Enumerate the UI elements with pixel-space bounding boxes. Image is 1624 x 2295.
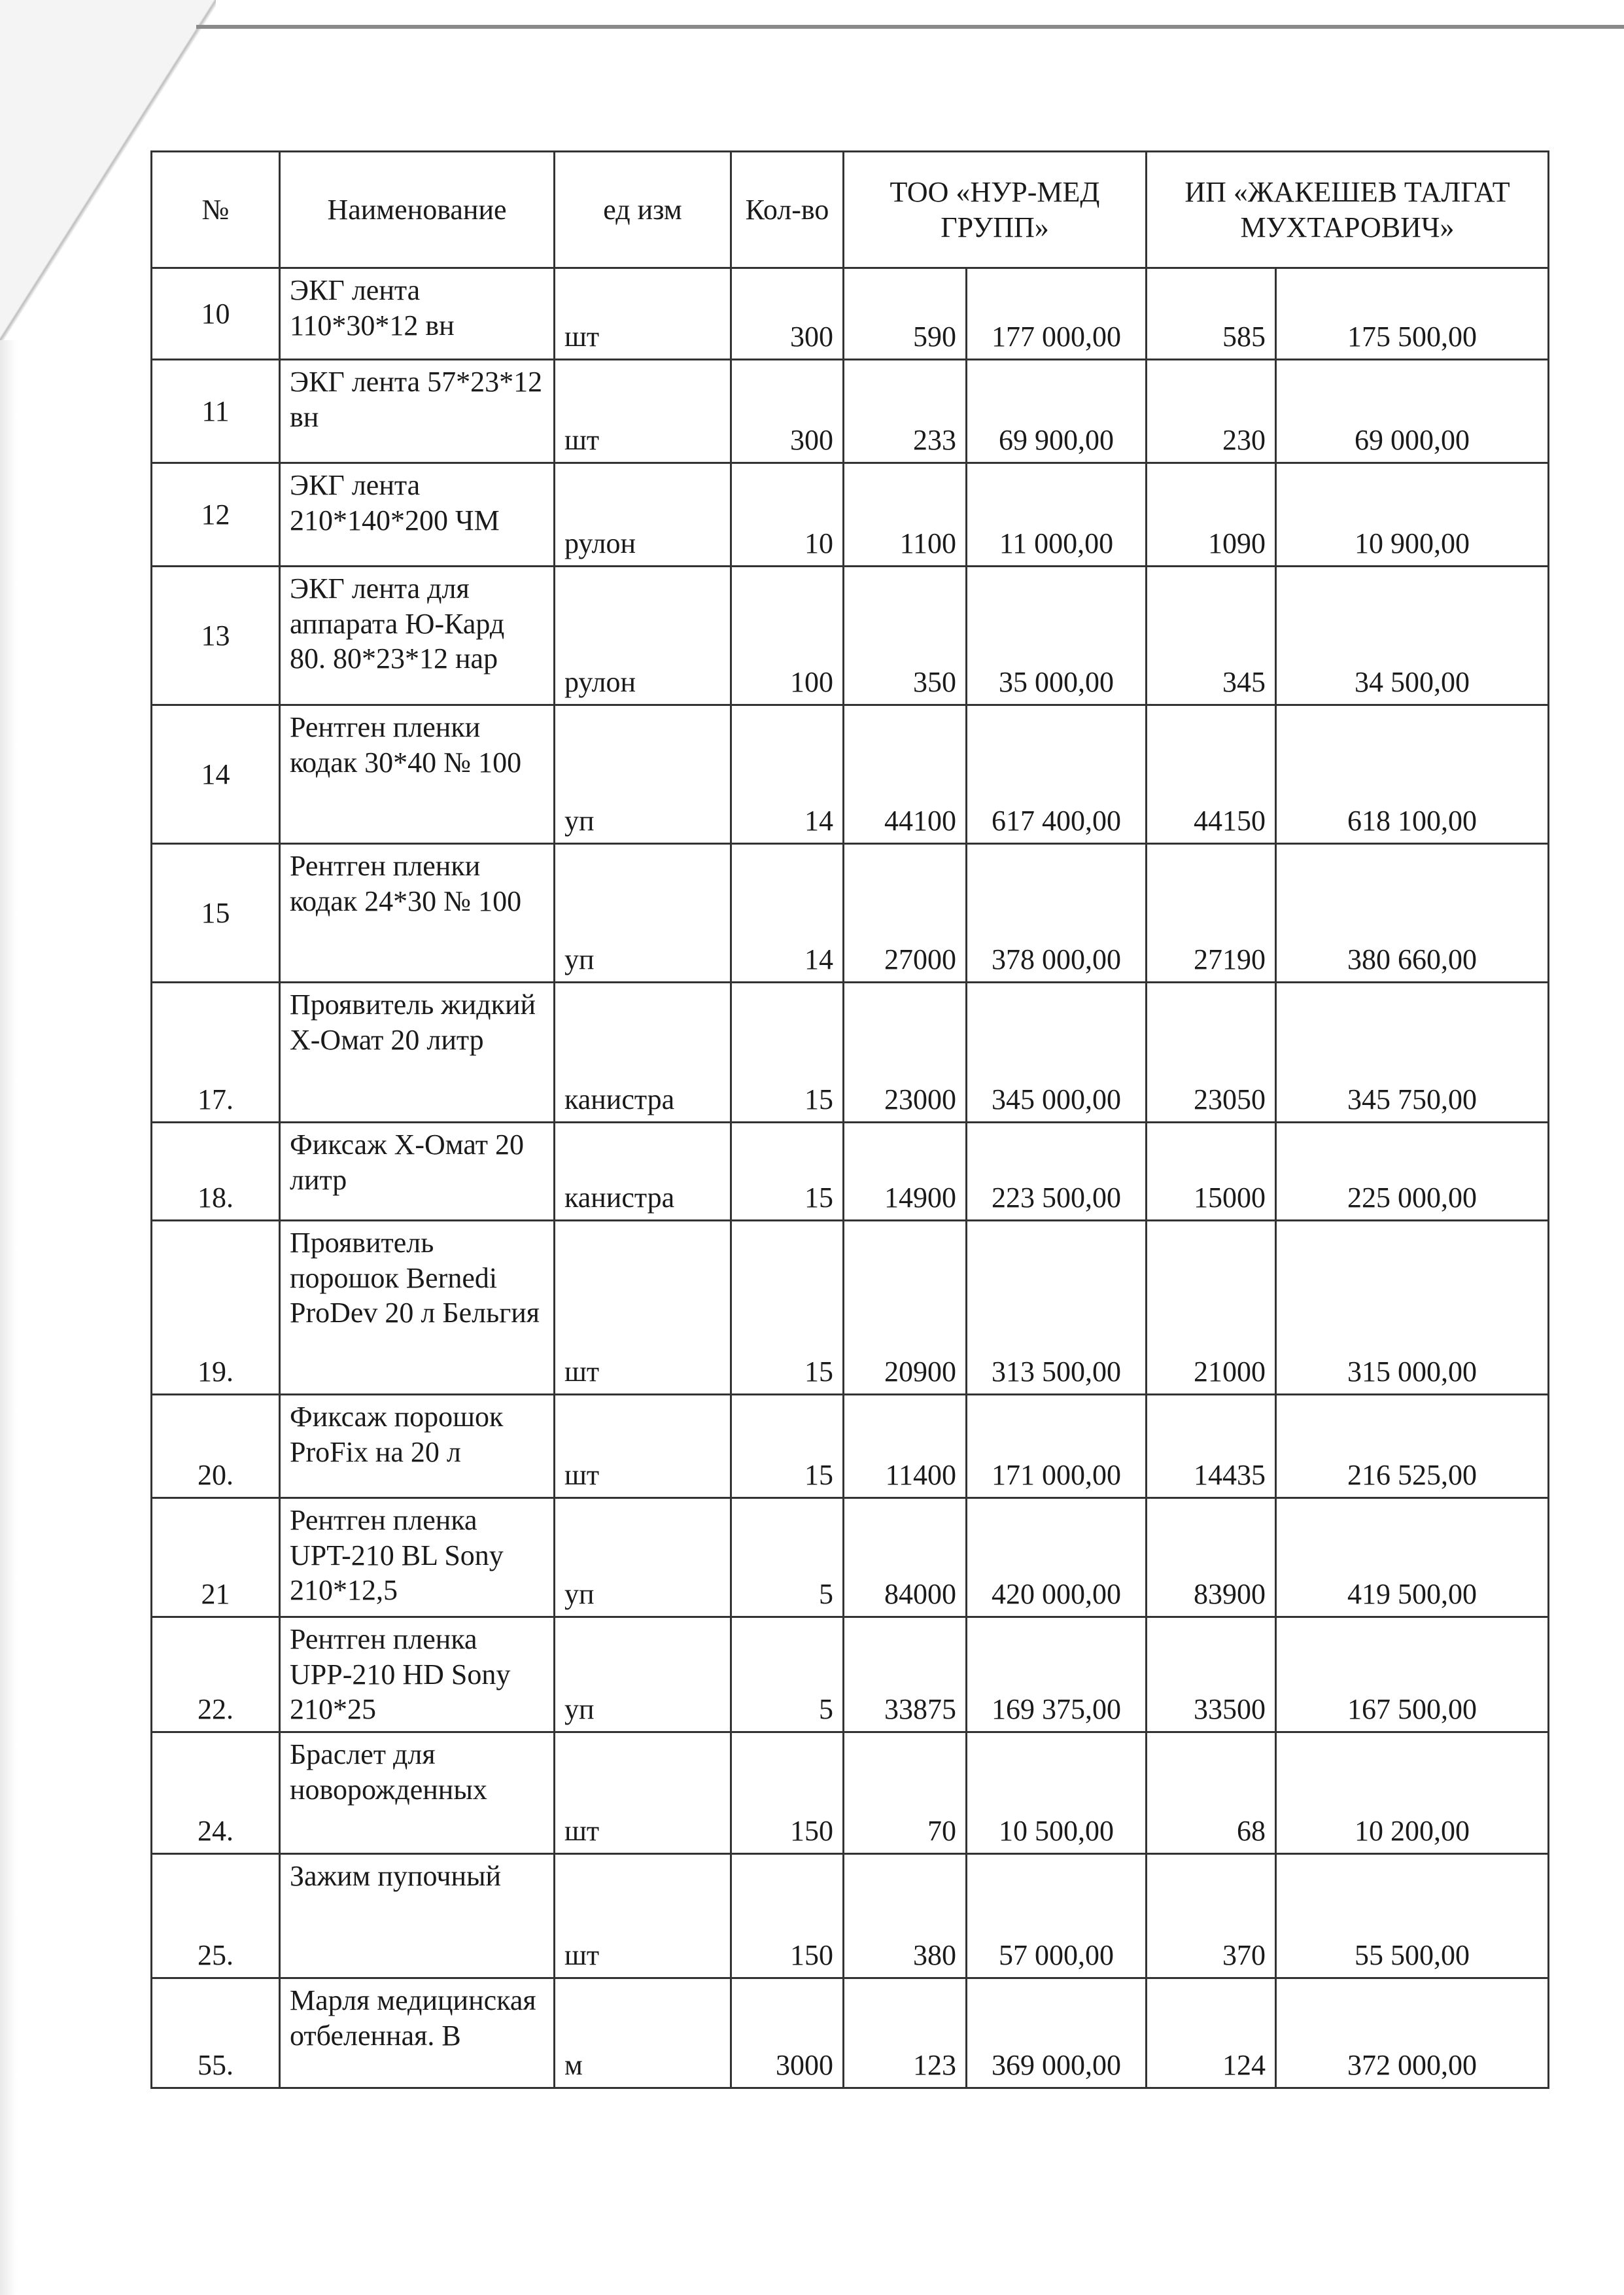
row-name: Проявитель порошок Bernedi ProDev 20 л Бельгия <box>280 1221 555 1395</box>
row-unit: уп <box>555 844 731 983</box>
row-quantity: 15 <box>731 1221 844 1395</box>
row-total-nur-med: 57 000,00 <box>967 1854 1147 1978</box>
row-unit: рулон <box>555 463 731 567</box>
row-name: Проявитель жидкий Х-Омат 20 литр <box>280 983 555 1123</box>
table-row <box>152 705 1549 844</box>
row-total-zhakeshev: 225 000,00 <box>1276 1123 1549 1221</box>
row-price-nur-med: 23000 <box>844 983 967 1123</box>
row-price-zhakeshev: 68 <box>1147 1732 1276 1854</box>
table-row <box>152 567 1549 705</box>
row-name: Рентген пленки кодак 30*40 № 100 <box>280 705 555 844</box>
row-total-nur-med: 345 000,00 <box>967 983 1147 1123</box>
row-number: 14 <box>152 705 280 844</box>
row-unit: шт <box>555 1221 731 1395</box>
row-name: Рентген пленки кодак 24*30 № 100 <box>280 844 555 983</box>
header-unit: ед изм <box>555 152 731 268</box>
row-price-nur-med: 380 <box>844 1854 967 1978</box>
row-quantity: 15 <box>731 1123 844 1221</box>
row-total-nur-med: 378 000,00 <box>967 844 1147 983</box>
row-quantity: 5 <box>731 1498 844 1617</box>
row-quantity: 14 <box>731 705 844 844</box>
row-price-nur-med: 84000 <box>844 1498 967 1617</box>
row-total-nur-med: 171 000,00 <box>967 1395 1147 1498</box>
row-price-nur-med: 14900 <box>844 1123 967 1221</box>
row-total-zhakeshev: 55 500,00 <box>1276 1854 1549 1978</box>
row-price-zhakeshev: 370 <box>1147 1854 1276 1978</box>
row-total-zhakeshev: 167 500,00 <box>1276 1617 1549 1732</box>
row-number: 17. <box>152 983 280 1123</box>
row-total-zhakeshev: 216 525,00 <box>1276 1395 1549 1498</box>
table-row <box>152 1123 1549 1221</box>
row-number: 10 <box>152 268 280 360</box>
row-quantity: 150 <box>731 1854 844 1978</box>
header-name: Наименование <box>280 152 555 268</box>
row-total-zhakeshev: 34 500,00 <box>1276 567 1549 705</box>
row-quantity: 14 <box>731 844 844 983</box>
row-price-nur-med: 11400 <box>844 1395 967 1498</box>
table-row <box>152 268 1549 360</box>
row-total-nur-med: 11 000,00 <box>967 463 1147 567</box>
row-price-zhakeshev: 230 <box>1147 360 1276 463</box>
table-row <box>152 1732 1549 1854</box>
row-price-zhakeshev: 1090 <box>1147 463 1276 567</box>
row-name: Марля медицинская отбеленная. В <box>280 1978 555 2088</box>
row-unit: уп <box>555 1617 731 1732</box>
row-price-nur-med: 123 <box>844 1978 967 2088</box>
row-price-nur-med: 233 <box>844 360 967 463</box>
row-total-zhakeshev: 372 000,00 <box>1276 1978 1549 2088</box>
row-name: Зажим пупочный <box>280 1854 555 1978</box>
row-price-nur-med: 44100 <box>844 705 967 844</box>
row-total-zhakeshev: 618 100,00 <box>1276 705 1549 844</box>
row-total-zhakeshev: 10 200,00 <box>1276 1732 1549 1854</box>
header-supplier-zhakeshev: ИП «ЖАКЕШЕВ ТАЛГАТ МУХТАРОВИЧ» <box>1147 152 1549 268</box>
row-total-zhakeshev: 10 900,00 <box>1276 463 1549 567</box>
row-price-zhakeshev: 83900 <box>1147 1498 1276 1617</box>
row-number: 55. <box>152 1978 280 2088</box>
row-total-nur-med: 369 000,00 <box>967 1978 1147 2088</box>
row-name: ЭКГ лента 210*140*200 ЧМ <box>280 463 555 567</box>
header-supplier-nur-med: ТОО «НУР-МЕД ГРУПП» <box>844 152 1147 268</box>
row-quantity: 150 <box>731 1732 844 1854</box>
row-price-nur-med: 20900 <box>844 1221 967 1395</box>
row-quantity: 15 <box>731 983 844 1123</box>
row-price-nur-med: 33875 <box>844 1617 967 1732</box>
row-price-zhakeshev: 44150 <box>1147 705 1276 844</box>
row-quantity: 300 <box>731 360 844 463</box>
row-total-nur-med: 617 400,00 <box>967 705 1147 844</box>
row-number: 24. <box>152 1732 280 1854</box>
row-name: ЭКГ лента для аппарата Ю-Кард 80. 80*23*12 нар <box>280 567 555 705</box>
row-quantity: 10 <box>731 463 844 567</box>
row-price-zhakeshev: 33500 <box>1147 1617 1276 1732</box>
table-row <box>152 1617 1549 1732</box>
row-unit: уп <box>555 1498 731 1617</box>
row-name: ЭКГ лента 110*30*12 вн <box>280 268 555 360</box>
row-unit: уп <box>555 705 731 844</box>
table-row <box>152 1854 1549 1978</box>
row-quantity: 300 <box>731 268 844 360</box>
row-total-nur-med: 420 000,00 <box>967 1498 1147 1617</box>
row-name: Рентген пленка UPP-210 HD Sony 210*25 <box>280 1617 555 1732</box>
row-total-zhakeshev: 380 660,00 <box>1276 844 1549 983</box>
row-total-zhakeshev: 315 000,00 <box>1276 1221 1549 1395</box>
header-number: № <box>152 152 280 268</box>
row-total-zhakeshev: 419 500,00 <box>1276 1498 1549 1617</box>
row-total-nur-med: 69 900,00 <box>967 360 1147 463</box>
row-price-zhakeshev: 124 <box>1147 1978 1276 2088</box>
row-price-nur-med: 27000 <box>844 844 967 983</box>
scan-left-edge <box>0 0 17 2295</box>
row-name: Рентген пленка UPT-210 BL Sony 210*12,5 <box>280 1498 555 1617</box>
row-quantity: 5 <box>731 1617 844 1732</box>
row-price-zhakeshev: 23050 <box>1147 983 1276 1123</box>
row-price-zhakeshev: 27190 <box>1147 844 1276 983</box>
scan-top-edge <box>196 25 1624 29</box>
row-number: 13 <box>152 567 280 705</box>
row-name: Браслет для новорожденных <box>280 1732 555 1854</box>
row-number: 12 <box>152 463 280 567</box>
row-number: 18. <box>152 1123 280 1221</box>
table-row <box>152 1978 1549 2088</box>
row-price-nur-med: 350 <box>844 567 967 705</box>
row-quantity: 100 <box>731 567 844 705</box>
row-total-nur-med: 177 000,00 <box>967 268 1147 360</box>
row-number: 20. <box>152 1395 280 1498</box>
row-number: 19. <box>152 1221 280 1395</box>
row-unit: канистра <box>555 983 731 1123</box>
row-name: Фиксаж Х-Омат 20 литр <box>280 1123 555 1221</box>
row-total-nur-med: 35 000,00 <box>967 567 1147 705</box>
row-unit: шт <box>555 1395 731 1498</box>
row-name: Фиксаж порошок ProFix на 20 л <box>280 1395 555 1498</box>
row-total-zhakeshev: 345 750,00 <box>1276 983 1549 1123</box>
table-header-row <box>152 152 1549 268</box>
row-total-nur-med: 313 500,00 <box>967 1221 1147 1395</box>
price-comparison-table <box>150 150 1549 2089</box>
row-unit: рулон <box>555 567 731 705</box>
row-unit: шт <box>555 1854 731 1978</box>
table-row <box>152 463 1549 567</box>
table-row <box>152 983 1549 1123</box>
table-row <box>152 1498 1549 1617</box>
row-quantity: 3000 <box>731 1978 844 2088</box>
row-total-zhakeshev: 175 500,00 <box>1276 268 1549 360</box>
row-unit: шт <box>555 268 731 360</box>
row-quantity: 15 <box>731 1395 844 1498</box>
row-number: 22. <box>152 1617 280 1732</box>
row-unit: м <box>555 1978 731 2088</box>
row-total-nur-med: 169 375,00 <box>967 1617 1147 1732</box>
table-row <box>152 844 1549 983</box>
row-total-nur-med: 223 500,00 <box>967 1123 1147 1221</box>
row-price-zhakeshev: 14435 <box>1147 1395 1276 1498</box>
row-price-zhakeshev: 585 <box>1147 268 1276 360</box>
row-price-zhakeshev: 15000 <box>1147 1123 1276 1221</box>
row-number: 15 <box>152 844 280 983</box>
table-row <box>152 1221 1549 1395</box>
row-price-zhakeshev: 21000 <box>1147 1221 1276 1395</box>
row-unit: шт <box>555 1732 731 1854</box>
row-price-nur-med: 590 <box>844 268 967 360</box>
row-name: ЭКГ лента 57*23*12 вн <box>280 360 555 463</box>
header-quantity: Кол-во <box>731 152 844 268</box>
row-number: 11 <box>152 360 280 463</box>
row-price-nur-med: 70 <box>844 1732 967 1854</box>
row-total-nur-med: 10 500,00 <box>967 1732 1147 1854</box>
row-unit: канистра <box>555 1123 731 1221</box>
table-row <box>152 360 1549 463</box>
table-row <box>152 1395 1549 1498</box>
row-price-zhakeshev: 345 <box>1147 567 1276 705</box>
row-unit: шт <box>555 360 731 463</box>
row-total-zhakeshev: 69 000,00 <box>1276 360 1549 463</box>
row-number: 21 <box>152 1498 280 1617</box>
row-price-nur-med: 1100 <box>844 463 967 567</box>
row-number: 25. <box>152 1854 280 1978</box>
